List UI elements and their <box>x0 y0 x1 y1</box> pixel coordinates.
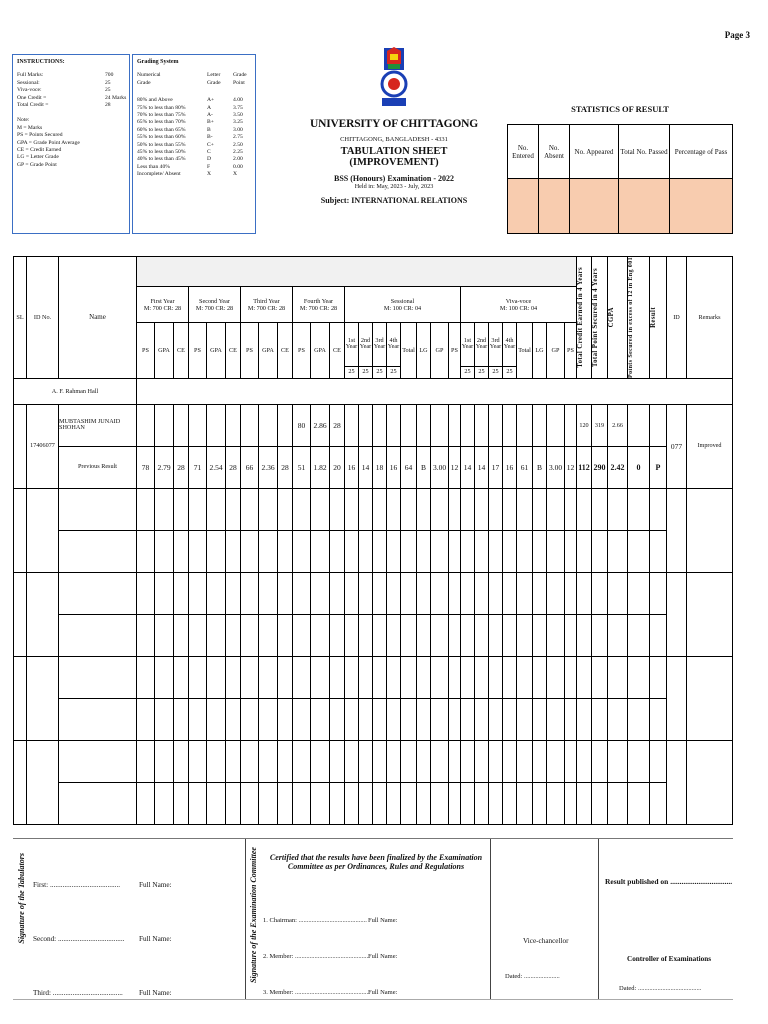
full-name-label: Full Name: <box>368 917 398 924</box>
grade-row: 60% to less than 65% B 3.00 <box>137 126 243 133</box>
col-mark: 25 <box>359 366 373 378</box>
full-name-label: Full Name: <box>368 953 398 960</box>
stat-col: Total No. Passed <box>619 125 670 179</box>
note-row: CE = Credit Earned <box>17 147 62 154</box>
previous-result-label: Previous Result <box>59 446 137 488</box>
grading-system-box: Grading System Numerical Grade Letter Grade Grade Point 80% and Above A+ 4.00 75% to less than 80% A 3.75 70% to less than 75% A- 3.50 65% to less than 70% B+ 3.25 60% to less than 65% B 3.00 55% to less than 60% B- 2.75 50% to less than 55% C+ 2.50 45% to less than 50% C 2.25 40% to less than 45% D 2.00 Less than 40% F 0.00 Incomplete/ Absent X X <box>132 54 256 234</box>
prev-total-value: P <box>650 446 667 488</box>
col-year: 3rd Year <box>373 323 387 367</box>
col-remarks: Remarks <box>687 257 733 379</box>
viva-header: Viva-voce <box>505 297 532 305</box>
committee-signature-label: Signature of the Examination Committee <box>249 847 258 984</box>
col-ps: PS <box>241 323 259 379</box>
col-year: 1st Year <box>461 323 475 367</box>
grade-row: 65% to less than 70% B+ 3.25 <box>137 119 243 126</box>
empty-row <box>14 488 733 530</box>
col-ce: CE <box>174 323 189 379</box>
student-remark: Improved <box>687 404 733 488</box>
document-header <box>300 118 488 205</box>
sheet-title: TABULATION SHEET (IMPROVEMENT) <box>340 146 448 168</box>
prev-fourth-value: 20 <box>330 446 345 488</box>
note-row: GPA = Grade Point Average <box>17 139 80 146</box>
col-total: Total <box>517 323 533 379</box>
col-mark: 25 <box>387 366 401 378</box>
col-mark: 25 <box>461 366 475 378</box>
tabulator-third: Third: ....................................... <box>33 989 123 997</box>
grading-title: Grading System <box>137 59 179 65</box>
instructions-title: INSTRUCTIONS: <box>17 59 65 65</box>
empty-row <box>14 782 733 824</box>
result-published-label: Result published on ................................. <box>605 877 733 886</box>
prev-viva-value: 3.00 <box>547 446 565 488</box>
grade-row: Incomplete/ Absent X X <box>137 171 238 178</box>
col-ce: CE <box>278 323 293 379</box>
prev-sessional-value: 12 <box>449 446 461 488</box>
empty-row <box>14 614 733 656</box>
exam-subject: Subject: INTERNATIONAL RELATIONS <box>320 196 468 205</box>
prev-second-value: 2.54 <box>207 446 226 488</box>
col-points-eng: Points Secured in excess of 12 in Eng 001 <box>628 257 634 378</box>
col-year: 2nd Year <box>475 323 489 367</box>
col-ps: PS <box>189 323 207 379</box>
prev-viva-value: 12 <box>565 446 577 488</box>
prev-total-value: 112 <box>577 446 592 488</box>
col-total-credit: Total Credit Earned in 4 Years <box>577 267 584 368</box>
university-address: CHITTAGONG, BANGLADESH - 4331 <box>340 136 448 143</box>
full-name-label: Full Name: <box>139 881 172 889</box>
col-gpa: GPA <box>259 323 278 379</box>
certification-text: Certified that the results have been finalized by the Examination Committee as per Ordinances, Rules and Regulations <box>269 853 483 871</box>
signature-section <box>13 838 733 1000</box>
grade-row: 50% to less than 55% C+ 2.50 <box>137 141 243 148</box>
col-mark: 25 <box>489 366 503 378</box>
prev-viva-value: 61 <box>517 446 533 488</box>
prev-total-value: 2.42 <box>608 446 628 488</box>
col-gpa: GPA <box>311 323 330 379</box>
col-ps: PS <box>449 323 461 379</box>
col-ce: CE <box>226 323 241 379</box>
note-title: Note: <box>17 117 30 124</box>
prev-third-value: 2.36 <box>259 446 278 488</box>
col-mark: 25 <box>503 366 517 378</box>
full-name-label: Full Name: <box>139 935 172 943</box>
member-2-line: 2. Member: .............................................. <box>263 953 370 960</box>
col-year: 3rd Year <box>489 323 503 367</box>
col-total-point: Total Point Secured in 4 Years <box>592 267 599 368</box>
prev-total-value: 0 <box>628 446 650 488</box>
empty-row <box>14 572 733 614</box>
chairman-line: 1. Chairman: .......................................... <box>263 917 367 924</box>
prev-fourth-value: 51 <box>293 446 311 488</box>
col-id-short: ID <box>667 257 687 379</box>
exam-title: BSS (Honours) Examination - 2022 <box>333 174 455 183</box>
controller-label: Controller of Examinations <box>627 955 711 963</box>
note-row: GP = Grade Point <box>17 161 57 168</box>
prev-sessional-value: 18 <box>373 446 387 488</box>
total-value: 319 <box>592 404 608 446</box>
col-result: Result <box>650 307 657 328</box>
col-ps: PS <box>293 323 311 379</box>
stat-col: No. Entered <box>508 125 539 179</box>
hall-name: A. F. Rahman Hall <box>14 378 137 404</box>
col-gp: GP <box>547 323 565 379</box>
prev-sessional-value: B <box>417 446 431 488</box>
empty-row <box>14 740 733 782</box>
empty-row <box>14 530 733 572</box>
prev-total-value: 290 <box>592 446 608 488</box>
student-name: MUBTASHIM JUNAID SHOHAN <box>59 404 137 446</box>
col-name: Name <box>59 257 137 379</box>
stat-col: Percentage of Pass <box>670 125 733 179</box>
prev-viva-value: 16 <box>503 446 517 488</box>
prev-second-value: 71 <box>189 446 207 488</box>
empty-row <box>14 656 733 698</box>
fourth-year-header: Fourth Year <box>303 297 334 305</box>
total-value: 120 <box>577 404 592 446</box>
grade-row: 55% to less than 60% B- 2.75 <box>137 134 243 141</box>
prev-sessional-value: 3.00 <box>431 446 449 488</box>
note-row: LG = Letter Grade <box>17 154 59 161</box>
tabulators-signature-label: Signature of the Tabulators <box>17 853 26 944</box>
university-name: UNIVERSITY OF CHITTAGONG <box>310 118 478 130</box>
prev-sessional-value: 14 <box>359 446 373 488</box>
note-row: M = Marks <box>17 124 43 131</box>
prev-viva-value: B <box>533 446 547 488</box>
col-gp: GP <box>431 323 449 379</box>
instruction-row: Sessional: 25 <box>17 79 111 86</box>
instruction-row: Full Marks: 700 <box>17 72 114 79</box>
sessional-header: Sessional <box>390 297 415 305</box>
col-year: 4th Year <box>503 323 517 367</box>
grade-row: 75% to less than 80% A 3.75 <box>137 104 243 111</box>
col-lg: LG <box>417 323 431 379</box>
prev-viva-value: 17 <box>489 446 503 488</box>
vice-chancellor-label: Vice-chancellor <box>523 937 569 945</box>
university-logo <box>378 46 410 108</box>
student-id-short: 077 <box>667 404 687 488</box>
full-name-label: Full Name: <box>139 989 172 997</box>
col-gpa: GPA <box>207 323 226 379</box>
fourth-year-value: 28 <box>330 404 345 446</box>
prev-third-value: 28 <box>278 446 293 488</box>
tabulator-second: Second: ..................................... <box>33 935 125 943</box>
member-3-line: 3. Member: .............................................. <box>263 989 370 996</box>
first-year-header: First Year <box>150 297 175 305</box>
page-number: Page 3 <box>724 30 750 40</box>
prev-third-value: 66 <box>241 446 259 488</box>
col-sl: SL <box>14 257 27 379</box>
grade-row: 40% to less than 45% D 2.00 <box>137 156 243 163</box>
col-lg: LG <box>533 323 547 379</box>
full-name-label: Full Name: <box>368 989 398 996</box>
fourth-year-value: 80 <box>293 404 311 446</box>
col-year: 4th Year <box>387 323 401 367</box>
prev-sessional-value: 64 <box>401 446 417 488</box>
grade-row: Less than 40% F 0.00 <box>137 163 243 170</box>
student-id: 17406077 <box>27 404 59 488</box>
statistics-table <box>507 124 733 234</box>
grade-row: 80% and Above A+ 4.00 <box>137 97 243 104</box>
col-ps: PS <box>565 323 577 379</box>
prev-first-value: 28 <box>174 446 189 488</box>
fourth-year-value: 2.86 <box>311 404 330 446</box>
empty-row <box>14 698 733 740</box>
col-id: ID No. <box>27 257 59 379</box>
col-gpa: GPA <box>155 323 174 379</box>
col-mark: 25 <box>345 366 359 378</box>
col-cgpa: CGPA <box>608 307 615 328</box>
prev-viva-value: 14 <box>475 446 489 488</box>
instruction-row: Viva-voce: 25 <box>17 87 111 94</box>
prev-sessional-value: 16 <box>387 446 401 488</box>
col-mark: 25 <box>373 366 387 378</box>
col-mark: 25 <box>475 366 489 378</box>
statistics-title: STATISTICS OF RESULT <box>571 104 669 114</box>
exam-held: Held in: May, 2023 - July, 2023 <box>354 183 434 190</box>
tabulation-table: SL ID No. Name Total Credit Earned in 4 Years Total Point Secured in 4 Years CGPA Points Secured in excess of 12 in Eng 001 Result ID Remarks First Year M: 700 CR: 28 Second Year M: 700 CR: 28 Third Year M: 700 CR: 28 Fourth Year M: 700 CR: 28 Sessional M: 100 CR: 04 Viva-voce M: 100 CR: 04 PS GPA CE PS GPA CE PS GPA CE PS GPA CE 1st Year 2nd Year 3rd Year 4th Year Total LG GP PS 1st Year 2nd Year 3rd Year 4th Year Total LG GP PS 25 25 25 25 25 25 25 25 A. F. Rahman Hall 17406077 MUBTASHIM JUNAID SHOHAN 80 2.86 28 120 319 2.66 077 Improved Previous Result 78 2.79 28 71 2.54 28 66 2.36 28 51 1.82 20 16 14 18 16 64 B 3.00 12 14 14 17 16 61 B 3.00 12 112 290 2.42 0 P <box>13 256 733 825</box>
vc-dated: Dated: ...................... <box>505 973 560 980</box>
col-year: 2nd Year <box>359 323 373 367</box>
col-year: 1st Year <box>345 323 359 367</box>
total-value: 2.66 <box>608 404 628 446</box>
third-year-header: Third Year <box>253 297 280 305</box>
tabulator-first: First: ....................................... <box>33 881 121 889</box>
col-total: Total <box>401 323 417 379</box>
prev-viva-value: 14 <box>461 446 475 488</box>
second-year-header: Second Year <box>199 297 230 305</box>
stat-col: No. Absent <box>539 125 570 179</box>
grade-row: 70% to less than 75% A- 3.50 <box>137 112 243 119</box>
prev-sessional-value: 16 <box>345 446 359 488</box>
grade-row: 45% to less than 50% C 2.25 <box>137 149 243 156</box>
col-ce: CE <box>330 323 345 379</box>
note-row: PS = Points Secured <box>17 132 63 139</box>
prev-first-value: 2.79 <box>155 446 174 488</box>
instructions-box <box>12 54 130 234</box>
instruction-row: Total Credit = 28 <box>17 102 111 109</box>
controller-dated: Dated: ....................................... <box>619 985 702 992</box>
instruction-row: One Credit = 24 Marks <box>17 94 127 101</box>
stat-col: No. Appeared <box>570 125 619 179</box>
prev-second-value: 28 <box>226 446 241 488</box>
prev-fourth-value: 1.82 <box>311 446 330 488</box>
prev-first-value: 78 <box>137 446 155 488</box>
col-ps: PS <box>137 323 155 379</box>
